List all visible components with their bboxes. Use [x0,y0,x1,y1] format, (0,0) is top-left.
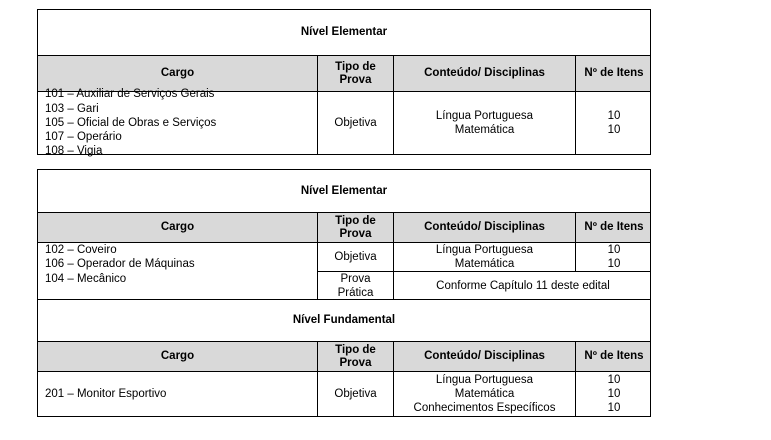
itens-value: 10 [607,387,621,400]
header-cargo: Cargo [38,213,318,242]
itens-value: 10 [607,373,621,386]
disciplinas [394,372,576,416]
disciplina-item: Matemática [454,258,515,270]
section-title-text: Nível Fundamental [292,314,396,326]
disciplina-item: Língua Portuguesa [435,373,534,386]
disciplinas [394,92,576,154]
table-title [38,170,650,213]
header-row [38,342,650,372]
tipo-prova: Objetiva [318,92,394,154]
table-title [38,10,650,56]
conteudo-pratica: Conforme Capítulo 11 deste edital [436,279,610,292]
table-title-text: Nível Elementar [300,184,388,197]
disciplinas [394,243,576,271]
header-tipo-prova: Tipo de Prova [318,56,394,91]
header-tipo-prova: Tipo de Prova [318,213,394,242]
header-conteudo: Conteúdo/ Disciplinas [394,56,576,91]
table-title-text: Nível Elementar [300,26,388,38]
tipo-prova-line: Prova [340,272,371,285]
cargo-list [38,88,318,158]
table-row-group [38,243,650,300]
header-cargo: Cargo [38,56,318,91]
itens-value: 10 [607,109,621,122]
table-subrow-pratica [318,272,650,300]
tipo-prova [318,272,394,300]
header-itens: Nº de Itens [584,350,644,362]
disciplina-item: Matemática [454,387,515,400]
cargo-item: 108 – Vigia [45,145,103,158]
disciplina-item: Matemática [454,124,515,136]
cargo-item: 103 – Gari [45,102,99,115]
itens-value: 10 [607,402,621,415]
table-row [38,372,650,416]
cargo-item: 201 – Monitor Esportivo [45,387,167,400]
cargo-item: 102 – Coveiro [45,244,117,256]
itens-value: 10 [607,258,621,270]
cargo-item: 107 – Operário [45,131,122,144]
header-itens: Nº de Itens [584,67,644,79]
header-conteudo: Conteúdo/ Disciplinas [394,342,576,371]
disciplina-item: Língua Portuguesa [435,243,534,256]
cargo-list [38,243,318,299]
cargo-item: 101 – Auxiliar de Serviços Gerais [45,88,215,101]
cargo-item: 104 – Mecânico [45,272,127,285]
header-conteudo: Conteúdo/ Disciplinas [394,213,576,242]
itens [576,372,652,416]
cargo-item: 105 – Oficial de Obras e Serviços [45,116,217,129]
itens-value: 10 [607,124,621,136]
itens [576,243,652,271]
tipo-prova: Objetiva [318,243,394,271]
table-row [38,88,650,158]
table-nivel-elementar-1 [37,9,651,158]
table-nivel-elementar-fundamental [37,169,651,417]
cargo-list [38,372,318,416]
itens-value: 10 [607,243,621,256]
header-tipo-prova: Tipo de Prova [318,342,394,371]
itens [576,92,652,154]
tipo-prova-line: Prática [337,287,374,299]
disciplina-item: Língua Portuguesa [435,109,534,122]
tipo-prova: Objetiva [318,372,394,416]
header-cargo: Cargo [38,342,318,371]
header-itens: Nº de Itens [584,221,644,233]
section-title [38,300,650,342]
table-subrow-objetiva [318,243,650,272]
disciplina-item: Conhecimentos Específicos [413,402,556,415]
cargo-item: 106 – Operador de Máquinas [45,258,195,271]
header-row [38,213,650,243]
